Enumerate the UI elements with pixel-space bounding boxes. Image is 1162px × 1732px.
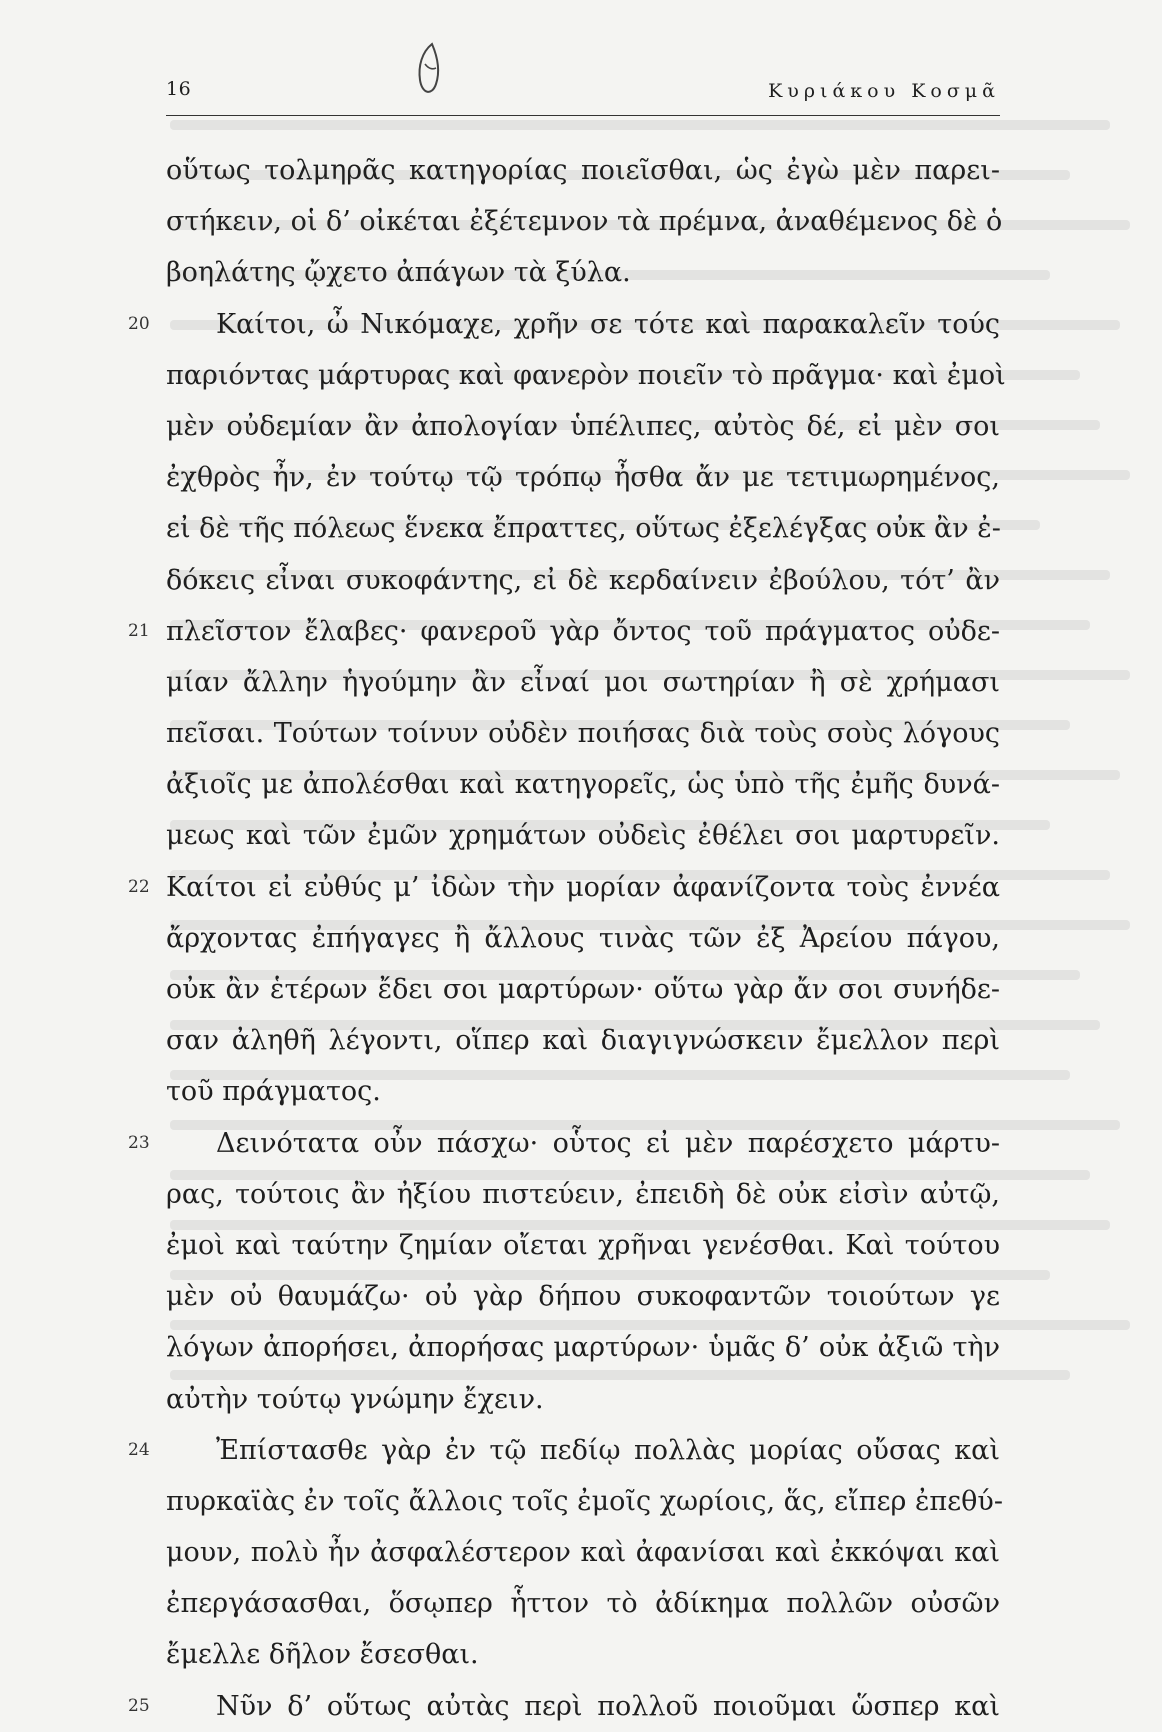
line-text: ἔμελλε δῆλον ἔσεσθαι. — [166, 1639, 479, 1671]
line-text: ἐχθρὸς ἦν, ἐν τούτῳ τῷ τρόπῳ ἦσθα ἄν με τετιμωρημένος, — [166, 462, 1000, 494]
text-line — [166, 1271, 1000, 1322]
line-text: Νῦν δ’ οὕτως αὐτὰς περὶ πολλοῦ ποιοῦμαι ὥσπερ καὶ — [216, 1690, 1000, 1722]
text-line — [166, 657, 1000, 708]
line-text: μεως καὶ τῶν ἐμῶν χρημάτων οὐδεὶς ἐθέλει σοι μαρτυρεῖν. — [166, 820, 1000, 852]
line-text: πυρκαϊὰς ἐν τοῖς ἄλλοις τοῖς ἐμοῖς χωρίοις, ἅς, εἴπερ ἐπεθύ- — [166, 1485, 1003, 1517]
text-line — [166, 555, 1000, 606]
header-rule — [166, 115, 1000, 116]
line-text: ἐμοὶ καὶ ταύτην ζημίαν οἴεται χρῆναι γενέσθαι. Καὶ τούτου — [166, 1229, 1000, 1261]
section-number: 24 — [128, 1439, 150, 1460]
line-text: οὐκ ἂν ἑτέρων ἔδει σοι μαρτύρων· οὕτω γὰρ ἄν σοι συνήδε- — [166, 974, 1000, 1005]
line-text: Καίτοι εἰ εὐθύς μ’ ἰδὼν τὴν μορίαν ἀφανίζοντα τοὺς ἐννέα — [166, 871, 1000, 903]
body-text — [128, 145, 1006, 1732]
text-line — [128, 606, 1000, 657]
text-line — [128, 1118, 1000, 1169]
line-text: δόκεις εἶναι συκοφάντης, εἰ δὲ κερδαίνειν ἐβούλου, τότ’ ἂν — [166, 564, 1000, 596]
page-header — [166, 76, 1000, 116]
text-line — [166, 350, 1006, 401]
text-line — [166, 145, 1000, 196]
line-text: τοῦ πράγματος. — [166, 1076, 381, 1108]
text-line — [166, 1322, 1000, 1373]
text-line — [166, 1169, 1000, 1220]
text-line — [166, 964, 1000, 1015]
line-text: Καίτοι, ὦ Νικόμαχε, χρῆν σε τότε καὶ παρακαλεῖν τούς — [216, 308, 1000, 340]
text-line — [166, 401, 1000, 452]
line-text: Ἐπίστασθε γὰρ ἐν τῷ πεδίῳ πολλὰς μορίας οὔσας καὶ — [216, 1434, 1000, 1466]
line-text: σαν ἀληθῆ λέγοντι, οἵπερ καὶ διαγιγνώσκειν ἔμελλον περὶ — [166, 1025, 1000, 1057]
line-text: στήκειν, οἱ δ’ οἰκέται ἐξέτεμνον τὰ πρέμνα, ἀναθέμενος δὲ ὁ — [166, 206, 1003, 238]
page-number: 16 — [166, 78, 192, 100]
line-text: μὲν οὐ θαυμάζω· οὐ γὰρ δήπου συκοφαντῶν τοιούτων γε — [166, 1281, 1000, 1313]
text-line — [166, 196, 1003, 247]
text-line — [166, 247, 1000, 298]
section-number: 23 — [128, 1132, 150, 1153]
text-line — [166, 1374, 1000, 1425]
line-text: ἀξιοῖς με ἀπολέσθαι καὶ κατηγορεῖς, ὡς ὑπὸ τῆς ἐμῆς δυνά- — [166, 769, 1000, 801]
line-text: αὐτὴν τούτῳ γνώμην ἔχειν. — [166, 1383, 544, 1415]
text-line — [166, 810, 1000, 861]
text-line — [128, 299, 1000, 350]
text-line — [166, 1578, 1000, 1629]
line-text: ἐπεργάσασθαι, ὅσῳπερ ἧττον τὸ ἀδίκημα πολλῶν οὐσῶν — [166, 1588, 1000, 1620]
text-line — [128, 862, 1000, 913]
running-head: Κυριάκου Κοσμᾶ — [768, 80, 1000, 102]
text-line — [166, 759, 1000, 810]
line-text: οὕτως τολμηρᾶς κατηγορίας ποιεῖσθαι, ὡς ἐγὼ μὲν παρει- — [166, 155, 1000, 186]
text-line — [166, 1066, 1000, 1117]
text-line — [166, 1527, 1000, 1578]
section-number: 20 — [128, 313, 150, 334]
section-number: 22 — [128, 876, 150, 897]
text-line — [166, 1220, 1000, 1271]
line-text: Δεινότατα οὖν πάσχω· οὗτος εἰ μὲν παρέσχετο μάρτυ- — [216, 1127, 1000, 1159]
text-line — [166, 1476, 1003, 1527]
line-text: ρας, τούτοις ἂν ἠξίου πιστεύειν, ἐπειδὴ δὲ οὐκ εἰσὶν αὐτῷ, — [166, 1178, 1000, 1210]
section-number: 25 — [128, 1695, 150, 1716]
text-line — [166, 452, 1000, 503]
text-line — [166, 913, 1000, 964]
line-text: πλεῖστον ἔλαβες· φανεροῦ γὰρ ὄντος τοῦ πράγματος οὐδε- — [166, 615, 1000, 647]
text-line — [166, 708, 1000, 759]
text-line — [166, 503, 1000, 554]
text-line — [166, 1015, 1000, 1066]
text-line — [128, 1681, 1000, 1732]
line-text: μίαν ἄλλην ἡγούμην ἂν εἶναί μοι σωτηρίαν ἢ σὲ χρήμασι — [166, 666, 1000, 698]
text-line — [166, 1629, 1000, 1680]
line-text: εἰ δὲ τῆς πόλεως ἕνεκα ἔπραττες, οὕτως ἐξελέγξας οὐκ ἂν ἐ- — [166, 513, 1001, 545]
line-text: μουν, πολὺ ἦν ἀσφαλέστερον καὶ ἀφανίσαι καὶ ἐκκόψαι καὶ — [166, 1537, 1000, 1569]
line-text: λόγων ἀπορήσει, ἀπορήσας μαρτύρων· ὑμᾶς δ’ οὐκ ἀξιῶ τὴν — [166, 1332, 1000, 1364]
line-text: ἄρχοντας ἐπήγαγες ἢ ἄλλους τινὰς τῶν ἐξ Ἀρείου πάγου, — [166, 922, 1000, 954]
line-text: βοηλάτης ᾤχετο ἀπάγων τὰ ξύλα. — [166, 257, 631, 289]
line-text: πεῖσαι. Τούτων τοίνυν οὐδὲν ποιήσας διὰ τοὺς σοὺς λόγους — [166, 718, 1000, 750]
line-text: παριόντας μάρτυρας καὶ φανερὸν ποιεῖν τὸ πρᾶγμα· καὶ ἐμοὶ — [166, 359, 1006, 391]
section-number: 21 — [128, 620, 150, 641]
line-text: μὲν οὐδεμίαν ἂν ἀπολογίαν ὑπέλιπες, αὐτὸς δέ, εἰ μὲν σοι — [166, 410, 1000, 442]
text-line — [128, 1425, 1000, 1476]
